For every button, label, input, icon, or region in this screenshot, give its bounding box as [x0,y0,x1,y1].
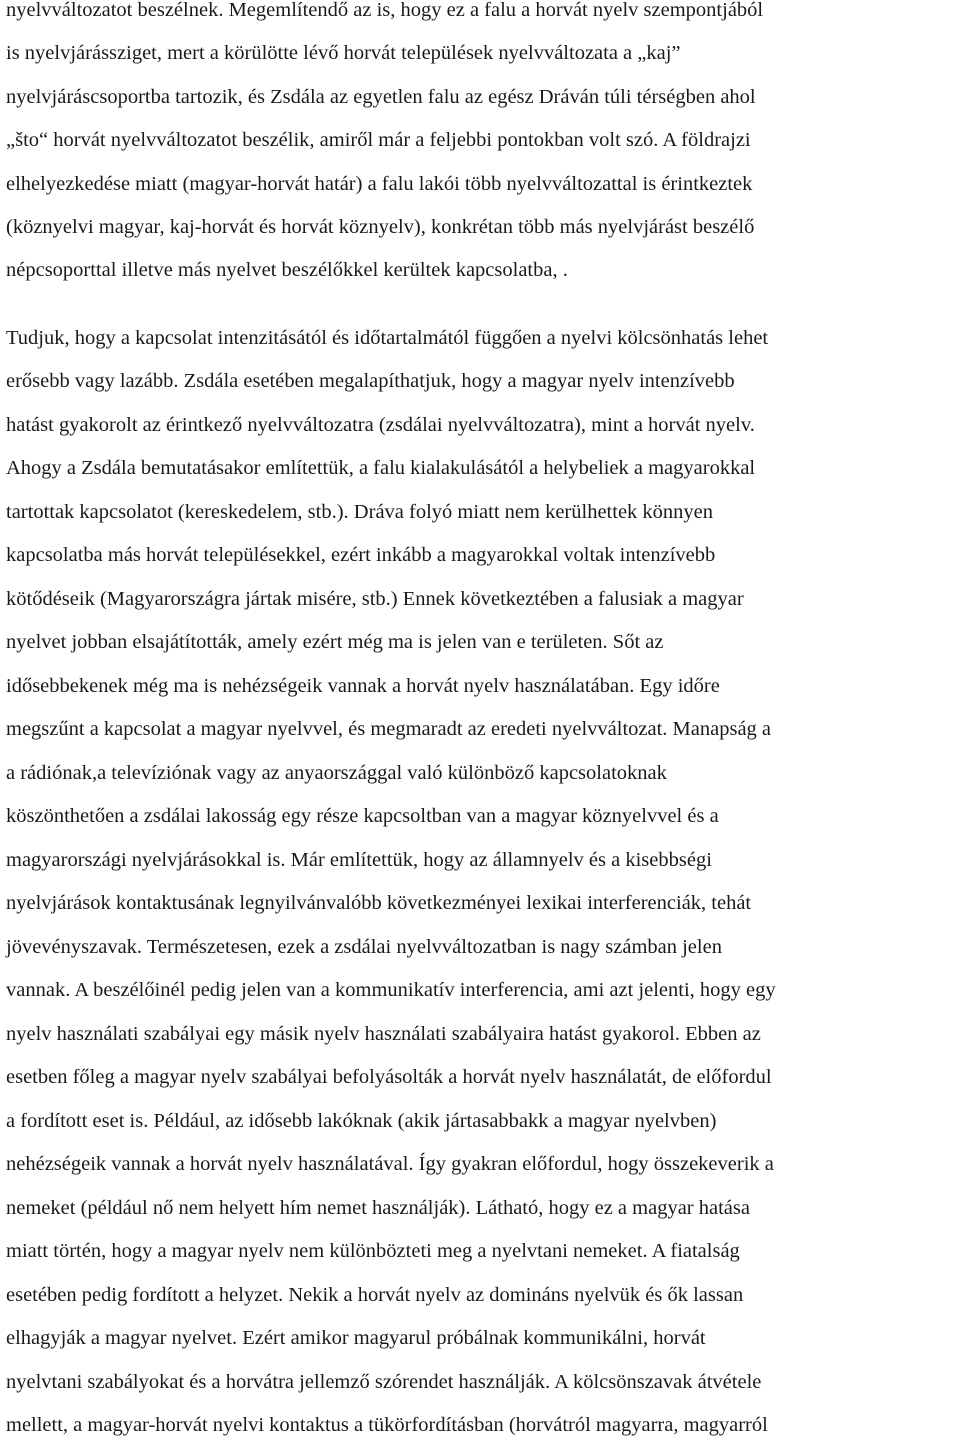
text-line: jövevényszavak. Természetesen, ezek a zsdálai nyelvváltozatban is nagy számban jelen [6,936,722,958]
text-line: esetben főleg a magyar nyelv szabályai befolyásolták a horvát nyelv használatát, de előfordul [6,1066,772,1088]
text-line: nemeket (például nő nem helyett hím nemet használják). Látható, hogy ez a magyar hatása [6,1197,750,1219]
text-line: mellett, a magyar-horvát nyelvi kontaktus a tükörfordításban (horvátról magyarra, magyarról [6,1414,768,1436]
text-line: Ahogy a Zsdála bemutatásakor említettük, a falu kialakulásától a helybeliek a magyarokkal [6,457,756,479]
text-line: nyelv használati szabályai egy másik nyelv használati szabályaira hatást gyakorol. Ebben az [6,1023,761,1045]
text-line: „što“ horvát nyelvváltozatot beszélik, amiről már a feljebbi pontokban volt szó. A földrajzi [6,129,751,151]
text-line: nyelvjárások kontaktusának legnyilvánvalóbb következményei lexikai interferenciák, tehát [6,892,752,914]
text-line: a fordított eset is. Például, az idősebb lakóknak (akik jártasabbakk a magyar nyelvben) [6,1110,717,1132]
text-line: Tudjuk, hogy a kapcsolat intenzitásától és időtartalmától függően a nyelvi kölcsönhatás lehet [6,327,769,349]
text-line: elhagyják a magyar nyelvet. Ezért amikor magyarul próbálnak kommunikálni, horvát [6,1327,706,1349]
text-line: köszönthetően a zsdálai lakosság egy része kapcsoltban van a magyar köznyelvvel és a [6,805,719,827]
text-line: nehézségeik vannak a horvát nyelv használatával. Így gyakran előfordul, hogy összekeverik a [6,1153,774,1175]
text-line: nyelvváltozatot beszélnek. Megemlítendő az is, hogy ez a falu a horvát nyelv szempontjából [6,0,764,21]
text-line: idősebbekenek még ma is nehézségeik vannak a horvát nyelv használatában. Egy időre [6,675,720,697]
text-line: is nyelvjárássziget, mert a körülötte lévő horvát települések nyelvváltozata a „kaj” [6,42,681,64]
text-line: kötődéseik (Magyarországra jártak misére, stb.) Ennek következtében a falusiak a magyar [6,588,744,610]
text-line: esetében pedig fordított a helyzet. Nekik a horvát nyelv az domináns nyelvük és ők lassan [6,1284,744,1306]
text-line: nyelvtani szabályokat és a horvátra jellemző szórendet használják. A kölcsönszavak átvétele [6,1371,762,1393]
text-line: népcsoporttal illetve más nyelvet beszélőkkel kerültek kapcsolatba, . [6,259,568,281]
text-line: a rádiónak,a televíziónak vagy az anyaországgal való különböző kapcsolatoknak [6,762,667,784]
text-line: elhelyezkedése miatt (magyar-horvát határ) a falu lakói több nyelvváltozattal is érintkeztek [6,173,753,195]
text-line: tartottak kapcsolatot (kereskedelem, stb.). Dráva folyó miatt nem kerülhettek könnyen [6,501,714,523]
text-line: (köznyelvi magyar, kaj-horvát és horvát köznyelv), konkrétan több más nyelvjárást beszélő [6,216,755,238]
text-line: megszűnt a kapcsolat a magyar nyelvvel, és megmaradt az eredeti nyelvváltozat. Manapság a [6,718,772,740]
text-line: nyelvjáráscsoportba tartozik, és Zsdála az egyetlen falu az egész Dráván túli térségben ahol [6,86,756,108]
text-line: kapcsolatba más horvát településekkel, ezért inkább a magyarokkal voltak intenzívebb [6,544,716,566]
text-line: miatt történ, hogy a magyar nyelv nem különbözteti meg a nyelvtani nemeket. A fiatalság [6,1240,740,1262]
text-line: vannak. A beszélőinél pedig jelen van a kommunikatív interferencia, ami azt jelenti, hogy egy [6,979,776,1001]
text-line: nyelvet jobban elsajátították, amely ezért még ma is jelen van e területen. Sőt az [6,631,664,653]
text-line: erősebb vagy lazább. Zsdála esetében megalapíthatjuk, hogy a magyar nyelv intenzívebb [6,370,735,392]
text-line: magyarországi nyelvjárásokkal is. Már említettük, hogy az államnyelv és a kisebbségi [6,849,712,871]
text-line: hatást gyakorolt az érintkező nyelvváltozatra (zsdálai nyelvváltozatra), mint a horvát nyelv. [6,414,755,436]
